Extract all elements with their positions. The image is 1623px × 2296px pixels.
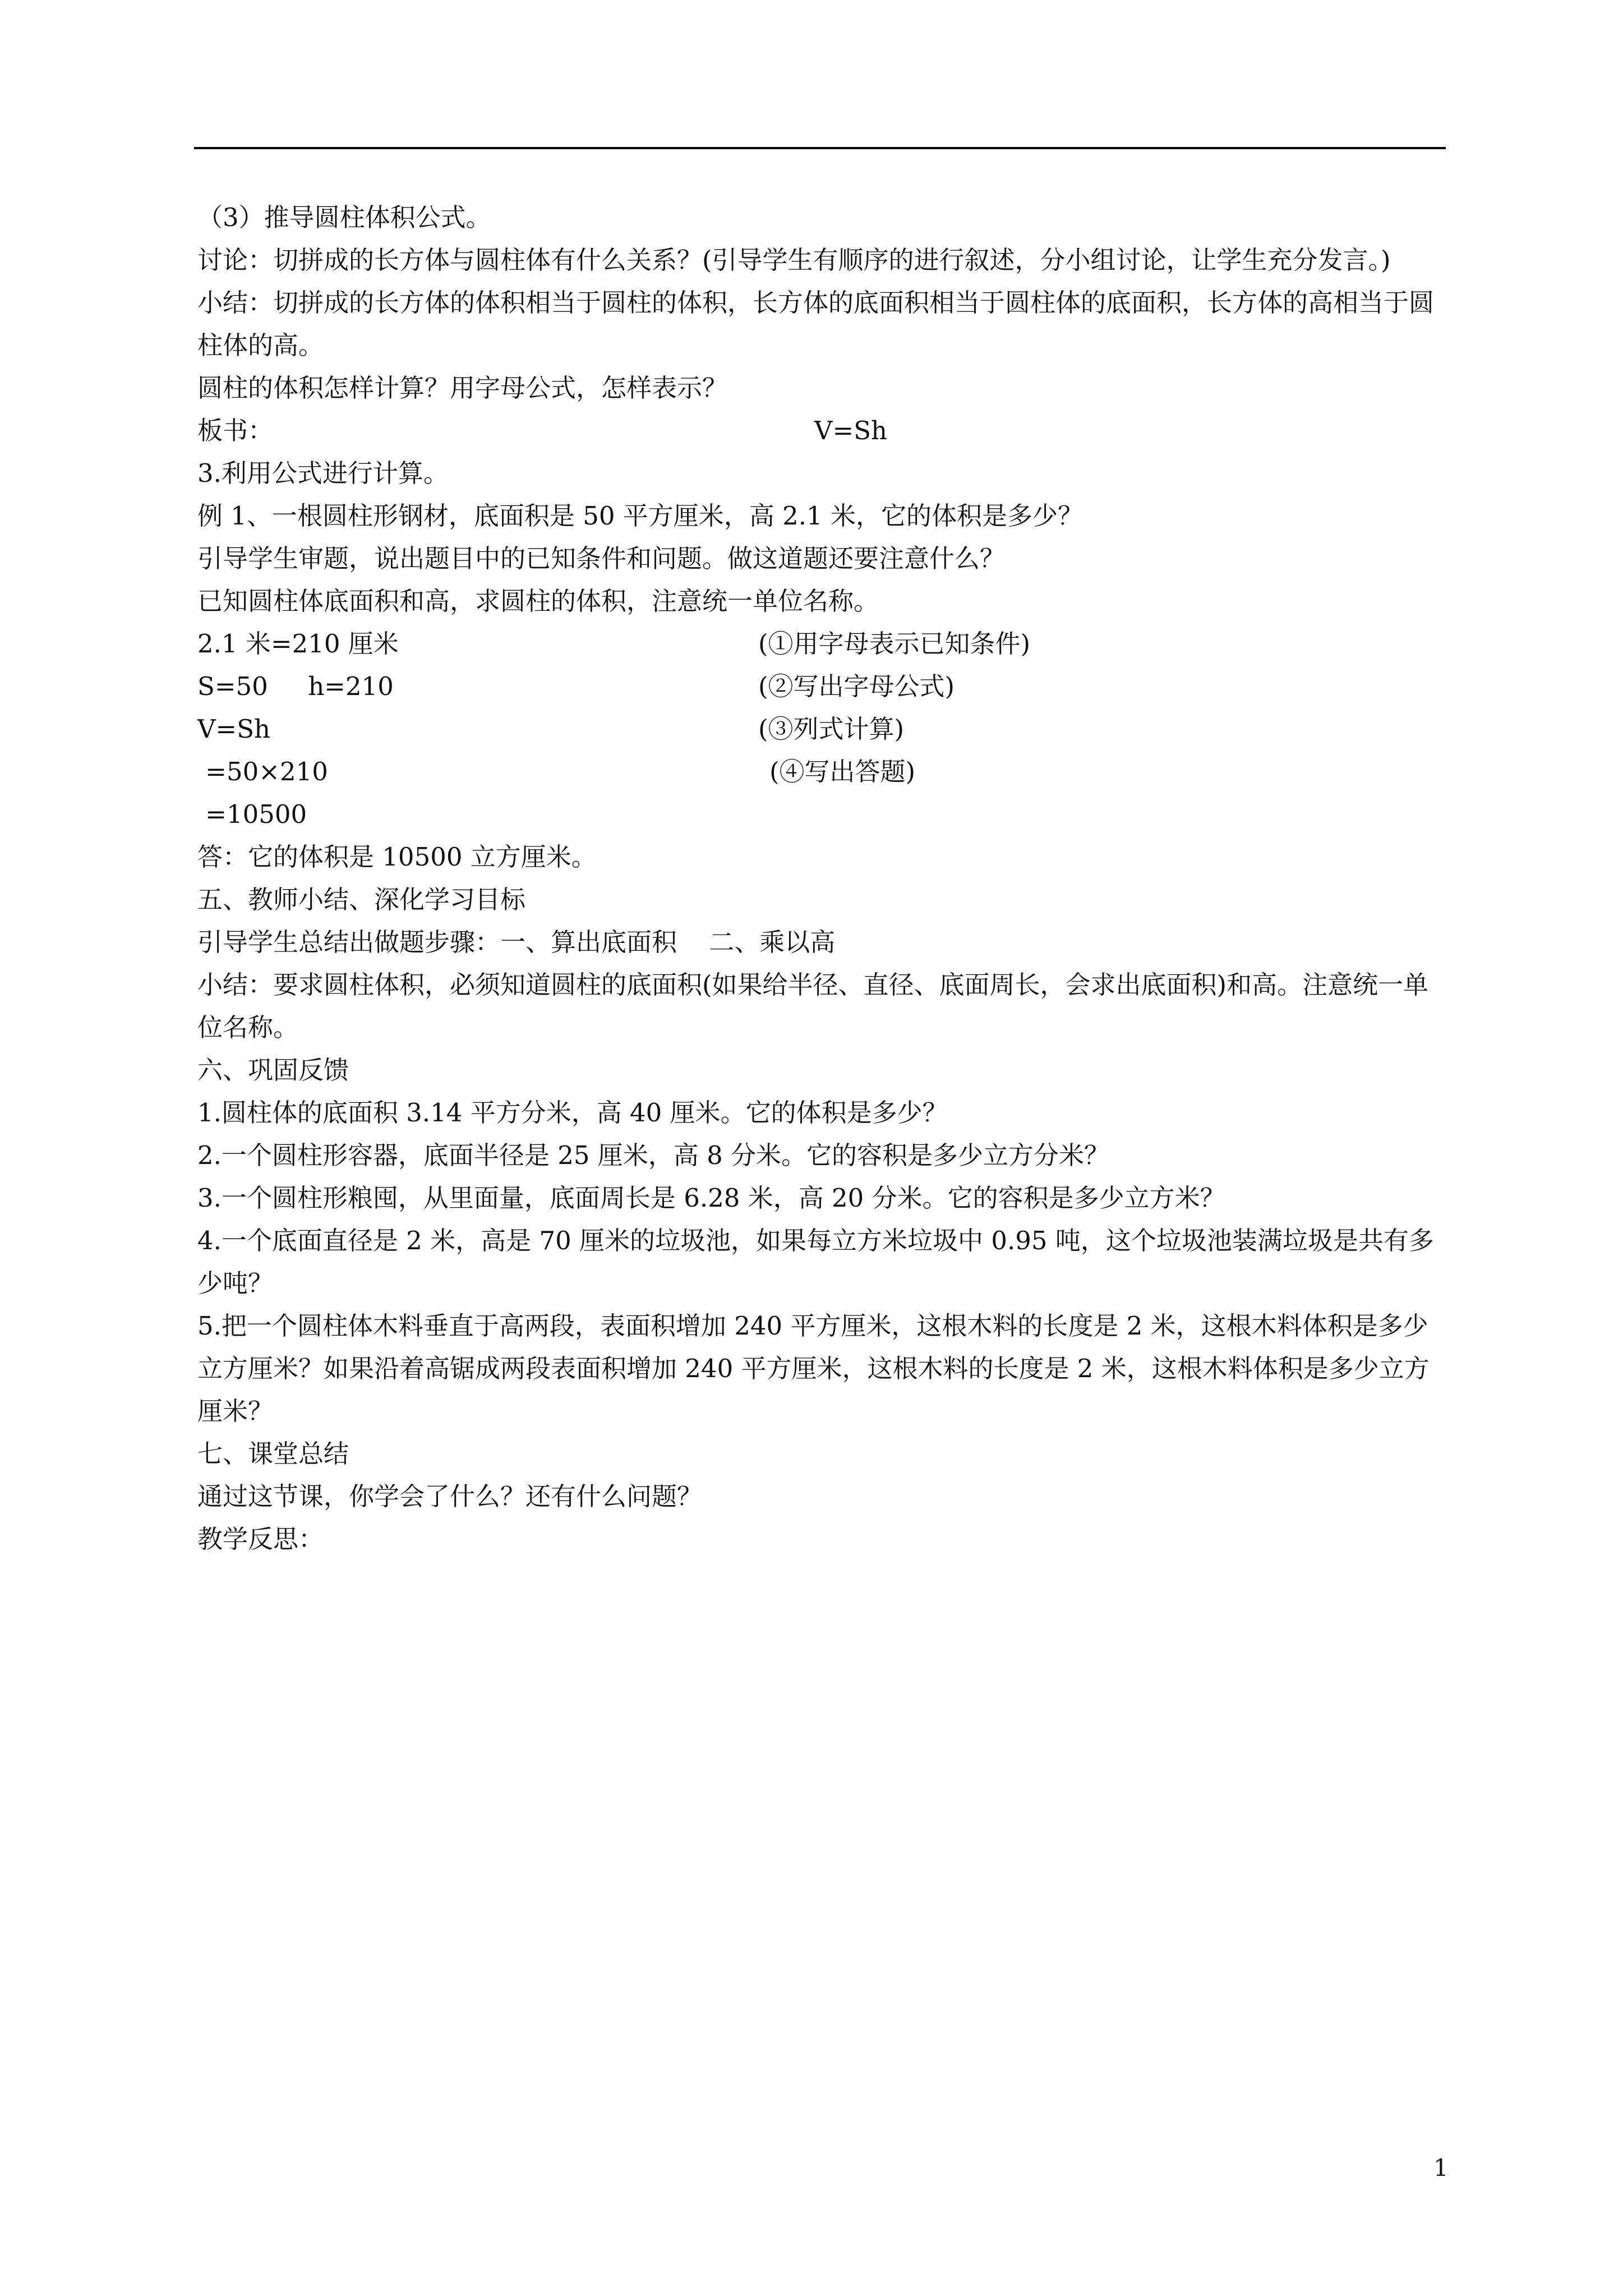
board-row <box>197 409 1448 452</box>
step-row <box>197 708 1448 751</box>
teaching-reflection-label: 教学反思： <box>197 1524 324 1554</box>
exercise-2: 2.一个圆柱形容器，底面半径是 25 厘米，高 8 分米。它的容积是多少立方分米？ <box>197 1140 1110 1170</box>
step-expression: =10500 <box>197 799 307 829</box>
board-label: 板书： <box>197 416 274 445</box>
step-row <box>197 751 1448 793</box>
section-heading-calculate: 3.利用公式进行计算。 <box>197 458 449 488</box>
step-note: (③列式计算) <box>758 714 905 744</box>
step-expression: S=50 h=210 <box>197 671 394 701</box>
exercise-4: 4.一个底面直径是 2 米，高是 70 厘米的垃圾池，如果每立方米垃圾中 0.95 吨，这个垃圾池装满垃圾是共有多少吨？ <box>197 1226 1434 1298</box>
paragraph-reflection-question: 通过这节课，你学会了什么？还有什么问题？ <box>197 1481 703 1511</box>
exercise-5: 5.把一个圆柱体木料垂直于高两段，表面积增加 240 平方厘米，这根木料的长度是 2 米，这根木料体积是多少立方厘米？如果沿着高锯成两段表面积增加 240 平方厘米，这根木料的长度是 2 米，这根木料体积是多少立方厘米？ <box>197 1311 1430 1426</box>
section-heading-derive-formula: （3）推导圆柱体积公式。 <box>197 203 491 232</box>
board-formula: V=Sh <box>814 416 888 445</box>
step-expression: =50×210 <box>197 757 328 786</box>
paragraph-summary: 小结：切拼成的长方体的体积相当于圆柱的体积，长方体的底面积相当于圆柱体的底面积，长方体的高相当于圆柱体的高。 <box>197 288 1435 360</box>
paragraph-steps: 引导学生总结出做题步骤：一、算出底面积 二、乘以高 <box>197 927 836 957</box>
document-body <box>197 196 1448 1561</box>
step-expression: 2.1 米=210 厘米 <box>197 629 399 659</box>
step-note: (④写出答题) <box>769 757 916 786</box>
paragraph-guide: 引导学生审题，说出题目中的已知条件和问题。做这道题还要注意什么？ <box>197 544 1006 573</box>
page-number: 1 <box>1433 2154 1449 2182</box>
section-heading-teacher-summary: 五、教师小结、深化学习目标 <box>197 885 526 914</box>
step-note: (①用字母表示已知条件) <box>758 629 1031 659</box>
step-row <box>197 793 1448 836</box>
exercise-3: 3.一个圆柱形粮囤，从里面量，底面周长是 6.28 米，高 20 分米。它的容积是多少立方米？ <box>197 1183 1225 1213</box>
example-1: 例 1、一根圆柱形钢材，底面积是 50 平方厘米，高 2.1 米，它的体积是多少？ <box>197 501 1083 531</box>
exercise-1: 1.圆柱体的底面积 3.14 平方分米，高 40 厘米。它的体积是多少？ <box>197 1098 948 1128</box>
step-row <box>197 665 1448 708</box>
paragraph-summary-2: 小结：要求圆柱体积，必须知道圆柱的底面积(如果给半径、直径、底面周长，会求出底面积)和高。注意统一单位名称。 <box>197 970 1429 1042</box>
step-note: (②写出字母公式) <box>758 671 955 701</box>
paragraph-discussion: 讨论：切拼成的长方体与圆柱体有什么关系？(引导学生有顺序的进行叙述，分小组讨论，让学生充分发言。) <box>197 245 1391 275</box>
answer-line: 答：它的体积是 10500 立方厘米。 <box>197 842 597 872</box>
step-row <box>197 623 1448 665</box>
step-expression: V=Sh <box>197 714 271 744</box>
paragraph-question: 圆柱的体积怎样计算？用字母公式，怎样表示？ <box>197 373 728 403</box>
section-heading-class-summary: 七、课堂总结 <box>197 1439 349 1469</box>
header-rule <box>194 147 1446 149</box>
section-heading-practice: 六、巩固反馈 <box>197 1055 349 1085</box>
paragraph-known: 已知圆柱体底面积和高，求圆柱的体积，注意统一单位名称。 <box>197 586 879 616</box>
